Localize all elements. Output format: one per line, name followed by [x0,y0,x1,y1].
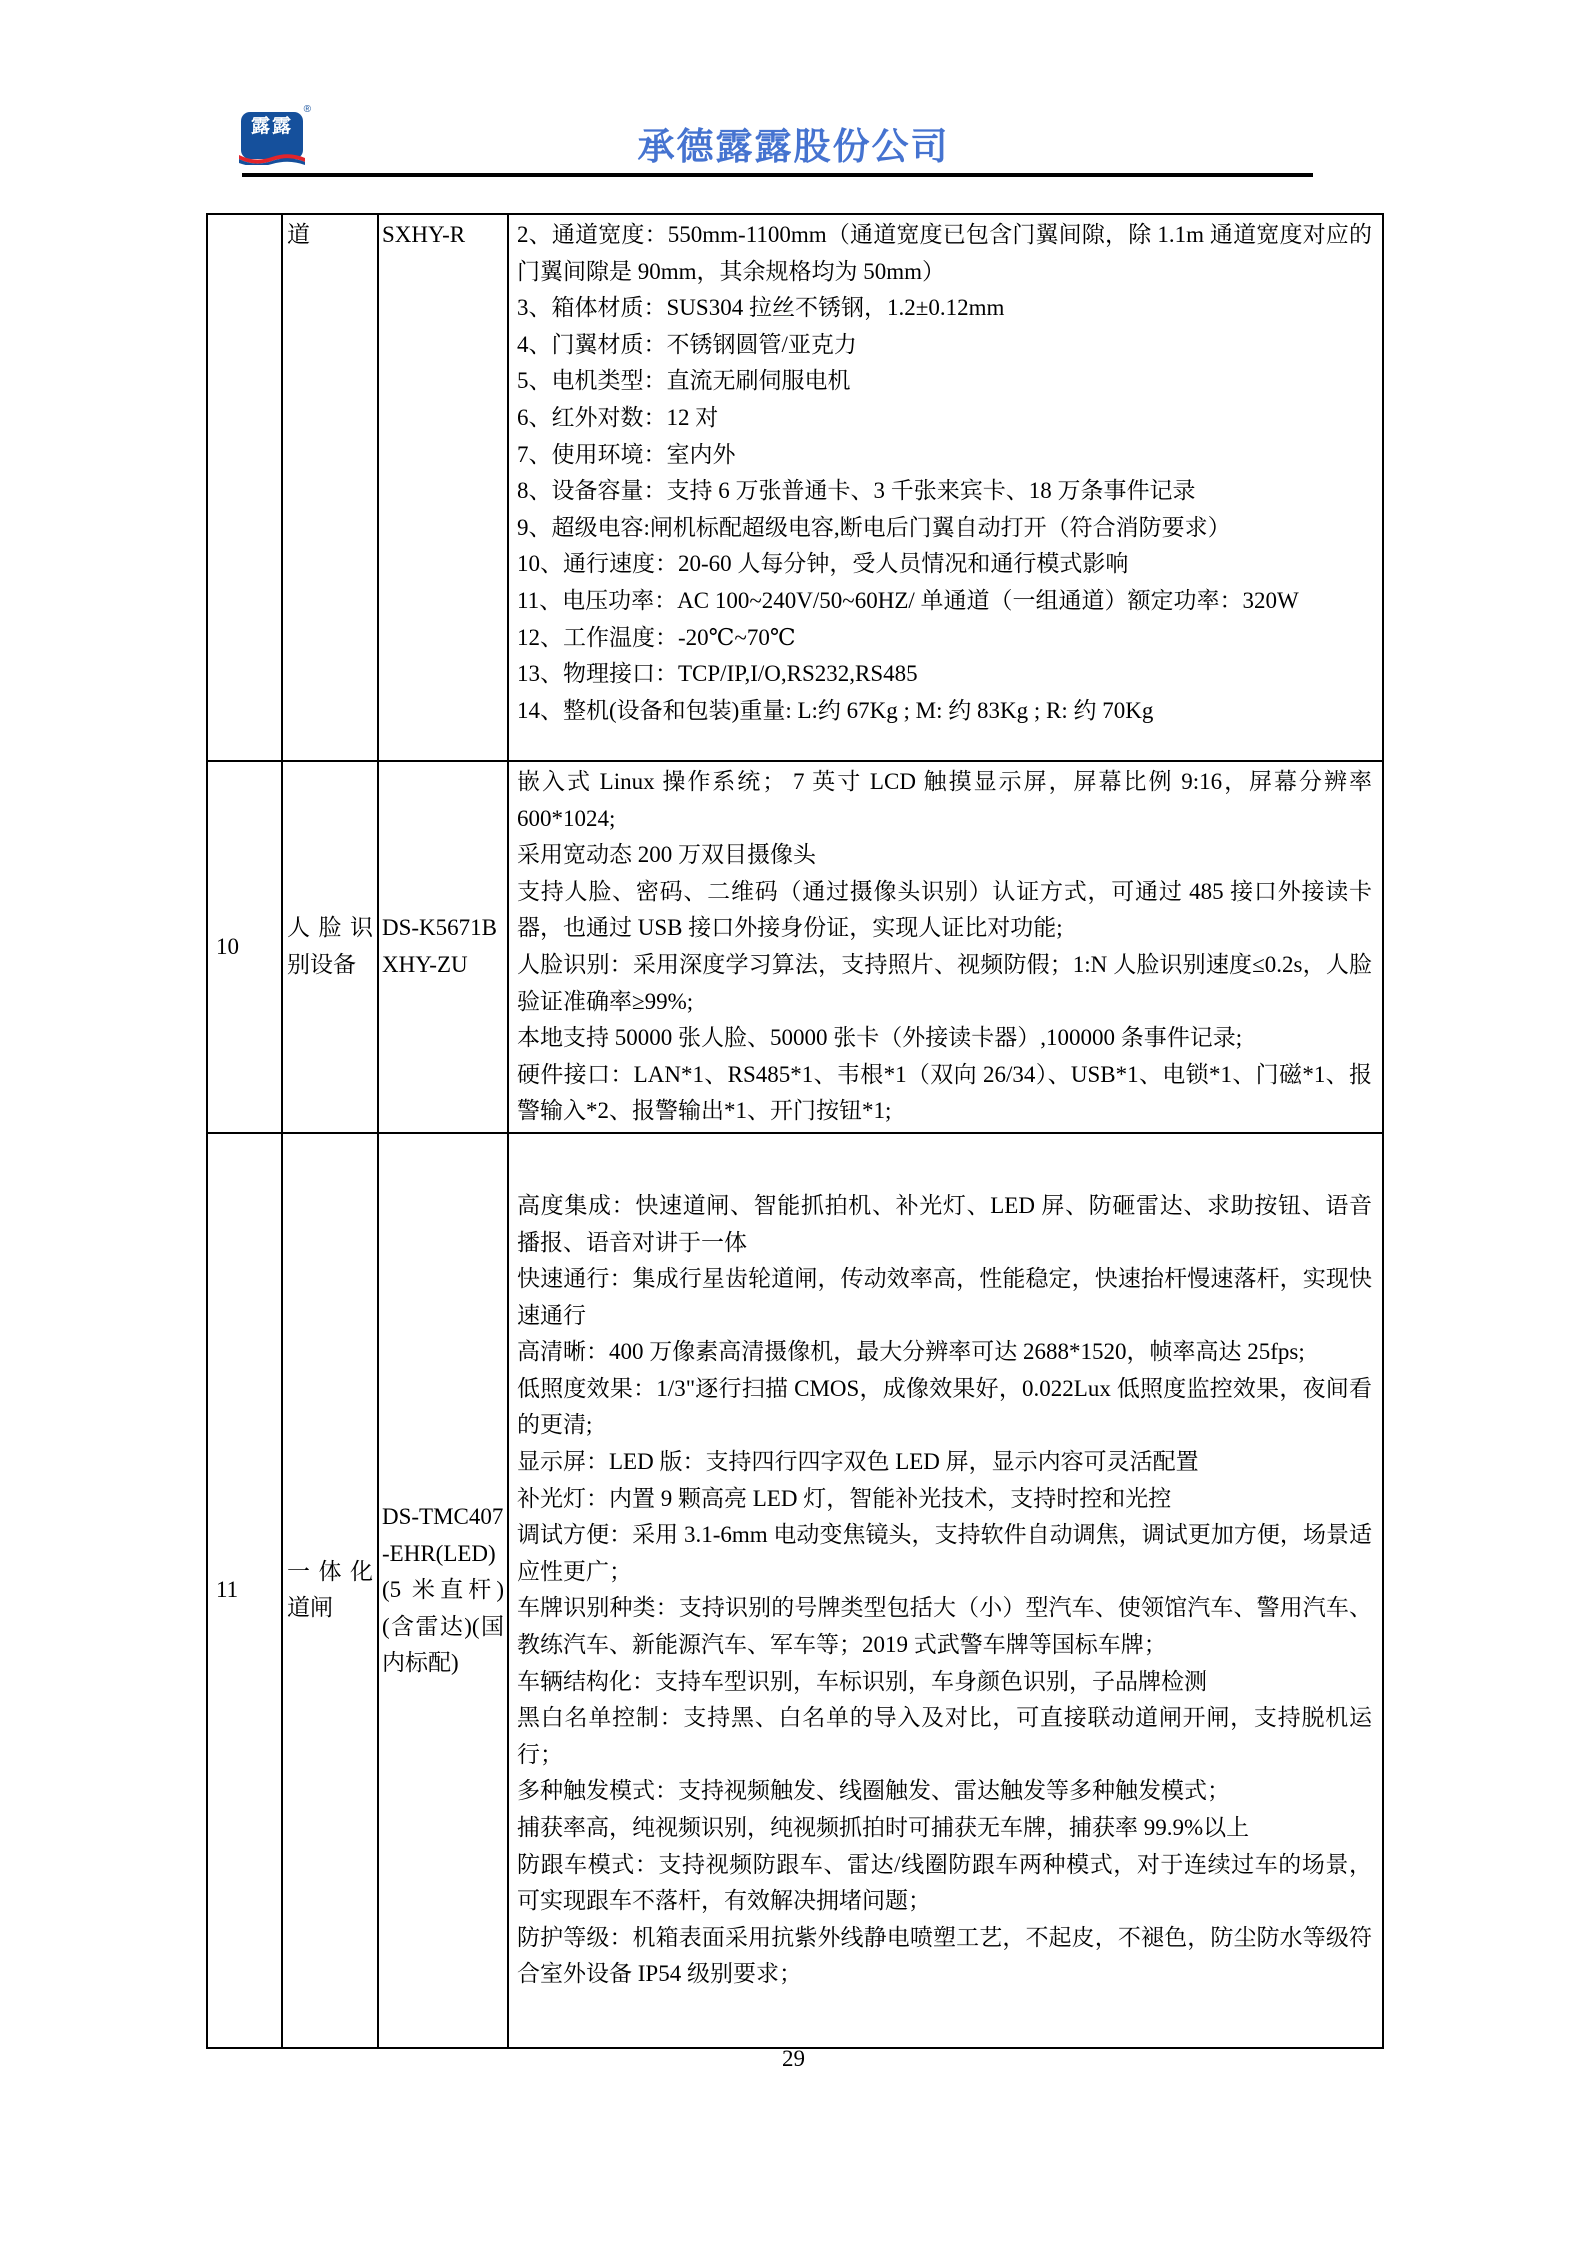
spec-line: 防护等级：机箱表面采用抗紫外线静电喷塑工艺，不起皮，不褪色，防尘防水等级符合室外设备 IP54 级别要求； [517,1924,1372,1987]
spec-line: 14、整机(设备和包装)重量: L:约 67Kg ; M: 约 83Kg ; R: 约 70Kg [517,697,1154,723]
spec-line: 6、红外对数：12 对 [517,404,719,430]
device-name-cell: 一体化道闸 [282,1133,378,2048]
table-row [207,214,1383,761]
model-cell: SXHY-R [378,214,508,761]
spec-line: 支持人脸、密码、二维码（通过摄像头识别）认证方式，可通过 485 接口外接读卡器，也通过 USB 接口外接身份证，实现人证比对功能; [517,878,1372,941]
spec-line: 硬件接口：LAN*1、RS485*1、韦根*1（双向 26/34）、USB*1、电锁*1、门磁*1、报警输入*2、报警输出*1、开门按钮*1; [517,1061,1372,1124]
spec-line: 11、电压功率：AC 100~240V/50~60HZ/ 单通道（一组通道）额定功率：320W [517,587,1299,613]
spec-line: 补光灯：内置 9 颗高亮 LED 灯，智能补光技术，支持时控和光控 [517,1485,1172,1511]
spec-line: 10、通行速度：20-60 人每分钟，受人员情况和通行模式影响 [517,551,1129,577]
registered-mark: ® [303,104,311,115]
spec-line: 高清晰：400 万像素高清摄像机，最大分辨率可达 2688*1520，帧率高达 25fps; [517,1339,1305,1365]
model-cell: DS-K5671B XHY-ZU [378,761,508,1133]
spec-line: 4、门翼材质：不锈钢圆管/亚克力 [517,331,857,357]
specs-cell [508,761,1383,1133]
spec-line: 高度集成：快速道闸、智能抓拍机、补光灯、LED 屏、防砸雷达、求助按钮、语音播报、语音对讲于一体 [517,1192,1372,1255]
spec-line: 显示屏：LED 版：支持四行四字双色 LED 屏，显示内容可灵活配置 [517,1449,1199,1475]
spec-line: 人脸识别：采用深度学习算法，支持照片、视频防假；1:N 人脸识别速度≤0.2s，人脸验证准确率≥99%; [517,951,1372,1014]
spec-line: 7、使用环境：室内外 [517,441,736,467]
spec-line: 13、物理接口：TCP/IP,I/O,RS232,RS485 [517,661,918,687]
logo-text: 露露 [250,116,293,137]
spec-line: 调试方便：采用 3.1-6mm 电动变焦镜头，支持软件自动调焦，调试更加方便，场景适应性更广； [517,1522,1372,1584]
device-name-cell: 道 [282,214,378,761]
spec-line: 车辆结构化：支持车型识别，车标识别，车身颜色识别，子品牌检测 [517,1668,1207,1694]
spec-line: 快速通行：集成行星齿轮道闸，传动效率高，性能稳定，快速抬杆慢速落杆，实现快速通行 [517,1266,1372,1328]
spec-line: 采用宽动态 200 万双目摄像头 [517,842,816,868]
row-number-cell [207,214,282,761]
spec-table [206,213,1384,2049]
spec-table-body [207,214,1383,2048]
page-title: 承德露露股份公司 [637,126,950,167]
spec-line: 2、通道宽度：550mm-1100mm（通道宽度已包含门翼间隙，除 1.1m 通道宽度对应的门翼间隙是 90mm，其余规格均为 50mm） [517,222,1372,284]
device-name-cell: 人脸识别设备 [282,761,378,1133]
header-divider [242,173,1313,177]
spec-line: 嵌入式 Linux 操作系统； 7 英寸 LCD 触摸显示屏，屏幕比例 9:16，屏幕分辨率 600*1024; [517,769,1372,831]
spec-line: 防跟车模式：支持视频防跟车、雷达/线圈防跟车两种模式，对于连续过车的场景，可实现跟车不落杆，有效解决拥堵问题； [517,1851,1372,1914]
spec-line: 5、电机类型：直流无刷伺服电机 [517,368,851,394]
table-row [207,1133,1383,2048]
specs-cell [508,214,1383,761]
spec-line: 9、超级电容:闸机标配超级电容,断电后门翼自动打开（符合消防要求） [517,514,1231,540]
spec-line: 12、工作温度：-20℃~70℃ [517,624,796,650]
model-cell: DS-TMC407-EHR(LED)(5 米直杆)(含雷达)(国内标配) [378,1133,508,2048]
spec-line: 多种触发模式：支持视频触发、线圈触发、雷达触发等多种触发模式； [517,1778,1230,1804]
table-row [207,761,1383,1133]
spec-line: 捕获率高，纯视频识别，纯视频抓拍时可捕获无车牌，捕获率 99.9%以上 [517,1815,1250,1840]
spec-line: 车牌识别种类：支持识别的号牌类型包括大（小）型汽车、使领馆汽车、警用汽车、教练汽车、新能源汽车、军车等；2019 式武警车牌等国标车牌； [517,1595,1372,1658]
spec-line: 8、设备容量：支持 6 万张普通卡、3 千张来宾卡、18 万条事件记录 [517,478,1196,504]
spec-line: 3、箱体材质：SUS304 拉丝不锈钢，1.2±0.12mm [517,295,1005,321]
page-number: 29 [782,2046,805,2071]
spec-line: 本地支持 50000 张人脸、50000 张卡（外接读卡器）,100000 条事件记录; [517,1025,1243,1051]
spec-line: 黑白名单控制：支持黑、白名单的导入及对比，可直接联动道闸开闸，支持脱机运行； [517,1705,1372,1767]
row-number-cell: 10 [207,761,282,1133]
row-number-cell: 11 [207,1133,282,2048]
specs-cell [508,1133,1383,2048]
spec-line: 低照度效果：1/3"逐行扫描 CMOS，成像效果好，0.022Lux 低照度监控效果，夜间看的更清; [517,1375,1372,1438]
